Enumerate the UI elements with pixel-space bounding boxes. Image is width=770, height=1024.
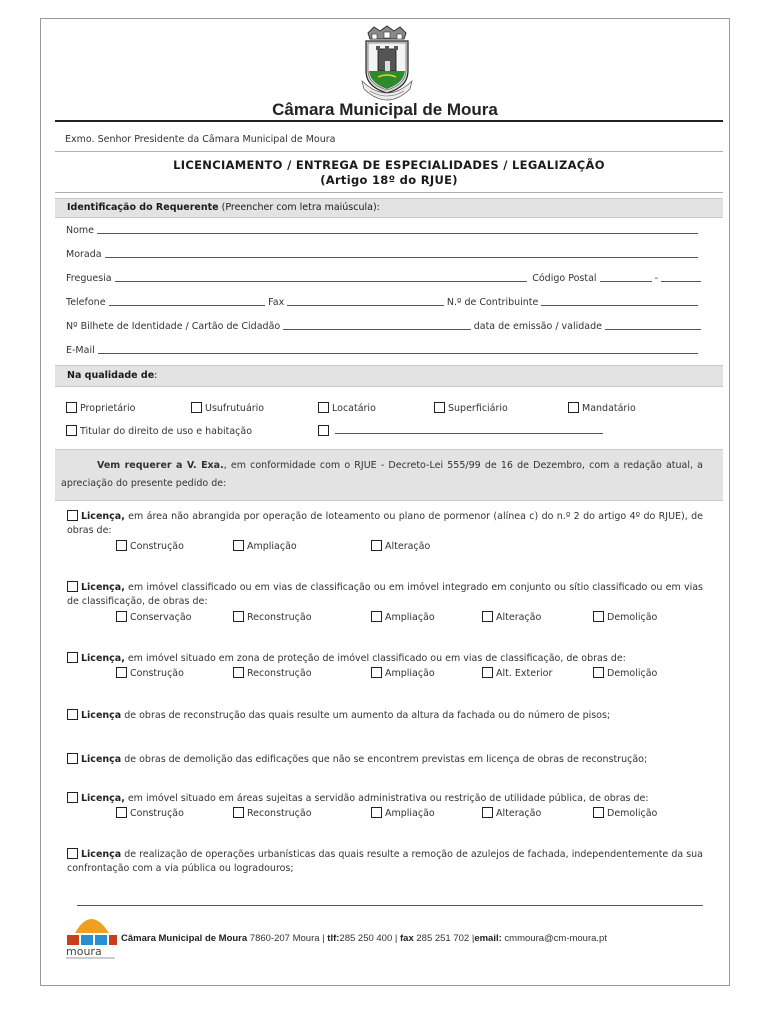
licenca-item-6	[67, 792, 703, 806]
moura-logo-icon	[63, 911, 119, 961]
option-label: Mandatário	[582, 403, 636, 414]
licenca-6-text: em imóvel situado em áreas sujeitas a servidão administrativa ou restrição de utilidade pública, de obras de:	[124, 793, 649, 804]
licenca-2-option-reconstrucao[interactable]: Reconstrução	[233, 611, 312, 623]
addressee-text: Exmo. Senhor Presidente da Câmara Municipal de Moura	[65, 134, 336, 145]
email-label: E-Mail	[66, 345, 95, 356]
option-label: Titular do direito de uso e habitação	[80, 426, 253, 437]
identification-heading: Identificação do Requerente	[67, 202, 219, 213]
logo-text: moura	[66, 945, 102, 958]
licenca-6-option-alteracao[interactable]: Alteração	[482, 807, 541, 819]
licenca-item-7	[67, 848, 703, 876]
licenca-item-5	[67, 753, 703, 767]
licenca-3-option-demolicao[interactable]: Demolição	[593, 667, 657, 679]
fax-input-line[interactable]	[287, 298, 444, 306]
licenca-6-option-ampliacao[interactable]: Ampliação	[371, 807, 435, 819]
checkbox[interactable]	[66, 425, 77, 436]
qualidade-option-superficiario[interactable]	[434, 402, 508, 414]
qualidade-option-mandatario[interactable]	[568, 402, 636, 414]
qualidade-heading-suffix: :	[154, 370, 158, 381]
licenca-item-4	[67, 709, 703, 723]
qualidade-option-proprietario[interactable]	[66, 402, 135, 414]
bilhete-input-line[interactable]	[283, 322, 471, 330]
footer-email[interactable]: cmmoura@cm-moura.pt	[501, 933, 607, 944]
checkbox[interactable]	[568, 402, 579, 413]
morada-label: Morada	[66, 249, 102, 260]
option-label: Locatário	[332, 403, 376, 414]
field-morada[interactable]	[66, 249, 701, 260]
contribuinte-label: N.º de Contribuinte	[446, 297, 539, 308]
licenca-item-3	[67, 652, 703, 666]
header-divider	[55, 120, 723, 122]
field-nome[interactable]	[66, 225, 701, 236]
org-name-heading: Câmara Municipal de Moura	[272, 100, 498, 119]
licenca-2-option-demolicao[interactable]: Demolição	[593, 611, 657, 623]
qualidade-option-titular[interactable]	[66, 425, 252, 437]
licenca-3-option-ampliacao[interactable]: Ampliação	[371, 667, 435, 679]
checkbox[interactable]	[318, 402, 329, 413]
field-freguesia[interactable]: Freguesia Código Postal -	[66, 273, 701, 284]
checkbox[interactable]	[318, 425, 329, 436]
requerimento-statement	[55, 449, 723, 501]
licenca-1-option-ampliacao[interactable]: Ampliação	[233, 540, 297, 552]
identification-note: (Preencher com letra maiúscula):	[221, 202, 380, 213]
licenca-7-lead: Licença	[81, 849, 122, 860]
codigo-postal-label: Código Postal	[532, 273, 597, 284]
qualidade-heading: Na qualidade de	[67, 370, 155, 381]
footer-tlf: 285 250 400 |	[339, 933, 400, 944]
licenca-2-checkbox[interactable]	[67, 581, 78, 592]
email-input-line[interactable]	[98, 346, 698, 354]
requerimento-lead: Vem requerer a V. Exa.	[97, 460, 224, 471]
telefone-label: Telefone	[66, 297, 106, 308]
licenca-3-lead: Licença,	[81, 653, 125, 664]
licenca-6-option-construcao[interactable]: Construção	[116, 807, 184, 819]
licenca-2-option-alteracao[interactable]: Alteração	[482, 611, 541, 623]
telefone-input-line[interactable]	[109, 298, 266, 306]
licenca-5-lead: Licença	[81, 754, 122, 765]
outro-input-line[interactable]	[335, 426, 603, 434]
licenca-7-text: de realização de operações urbanísticas das quais resulte a remoção de azulejos de fachada, independentemente da sua confrontação com a via pública ou logradouros;	[67, 849, 703, 874]
licenca-4-checkbox[interactable]	[67, 709, 78, 720]
morada-input-line[interactable]	[105, 250, 698, 258]
option-label: Proprietário	[80, 403, 136, 414]
qualidade-option-outro[interactable]	[318, 425, 606, 436]
data-emissao-label: data de emissão / validade	[473, 321, 602, 332]
licenca-3-checkbox[interactable]	[67, 652, 78, 663]
licenca-6-lead: Licença,	[81, 793, 125, 804]
checkbox[interactable]	[434, 402, 445, 413]
checkbox[interactable]	[66, 402, 77, 413]
footer-contact	[121, 933, 607, 944]
licenca-3-text: em imóvel situado em zona de proteção de imóvel classificado ou em vias de classificação, de obras de:	[124, 653, 626, 664]
qualidade-option-locatario[interactable]	[318, 402, 376, 414]
licenca-1-checkbox[interactable]	[67, 510, 78, 521]
qualidade-section-header	[55, 365, 723, 387]
licenca-3-option-reconstrucao[interactable]: Reconstrução	[233, 667, 312, 679]
licenca-1-lead: Licença,	[81, 511, 125, 522]
data-emissao-input-line[interactable]	[605, 322, 701, 330]
footer-address: 7860-207 Moura |	[247, 933, 328, 944]
licenca-item-1	[67, 510, 703, 538]
option-label: Superficiário	[448, 403, 508, 414]
licenca-3-option-construcao[interactable]: Construção	[116, 667, 184, 679]
qualidade-option-usufrutuario[interactable]	[191, 402, 264, 414]
nome-label: Nome	[66, 225, 95, 236]
form-page	[40, 18, 730, 986]
licenca-4-lead: Licença	[81, 710, 122, 721]
field-telefone-fax-nif[interactable]	[66, 297, 701, 308]
form-title-line-2: (Artigo 18º do RJUE)	[320, 173, 458, 187]
footer-org: Câmara Municipal de Moura	[121, 933, 248, 944]
form-title	[55, 151, 723, 193]
footer-fax: 285 251 702 |	[413, 933, 475, 944]
identification-section-header	[55, 198, 723, 218]
footer-tlf-label: tlf:	[327, 933, 340, 944]
option-label: Usufrutuário	[205, 403, 265, 414]
licenca-6-option-demolicao[interactable]: Demolição	[593, 807, 657, 819]
licenca-5-checkbox[interactable]	[67, 753, 78, 764]
checkbox[interactable]	[191, 402, 202, 413]
requerimento-text: , em conformidade com o RJUE - Decreto-Lei 555/99 de 16 de Dezembro, com a redação atual, a apreciação do presente pedido de:	[61, 460, 703, 489]
freguesia-input-line[interactable]	[115, 274, 528, 282]
licenca-5-text: de obras de demolição das edificações que não se encontrem previstas em licença de obras de reconstrução;	[121, 754, 648, 765]
nome-input-line[interactable]	[97, 226, 698, 234]
licenca-1-option-alteracao[interactable]: Alteração	[371, 540, 430, 552]
codigo-postal-input-line-2[interactable]	[661, 274, 701, 282]
footer-divider	[77, 905, 703, 906]
municipal-crest-icon	[354, 23, 420, 103]
licenca-6-option-reconstrucao[interactable]: Reconstrução	[233, 807, 312, 819]
form-title-line-1: LICENCIAMENTO / ENTREGA DE ESPECIALIDADES / LEGALIZAÇÃO	[173, 158, 605, 172]
field-bilhete[interactable]	[66, 321, 701, 332]
licenca-2-text: em imóvel classificado ou em vias de classificação ou em imóvel integrado em conjunto ou sítio classificado ou em vias de classificação, de obras de:	[67, 582, 703, 607]
fax-label: Fax	[268, 297, 285, 308]
licenca-3-option-alt-exterior[interactable]: Alt. Exterior	[482, 667, 552, 679]
field-email[interactable]	[66, 345, 701, 356]
licenca-4-text: de obras de reconstrução das quais resulte um aumento da altura da fachada ou do número de pisos;	[121, 710, 611, 721]
licenca-1-text: em área não abrangida por operação de loteamento ou plano de pormenor (alínea c) do n.º 2 do artigo 4º do RJUE), de obras de:	[67, 511, 703, 536]
footer-email-label: email:	[474, 933, 502, 944]
licenca-7-checkbox[interactable]	[67, 848, 78, 859]
freguesia-label: Freguesia	[66, 273, 112, 284]
licenca-2-option-conservacao[interactable]: Conservação	[116, 611, 191, 623]
licenca-1-option-construcao[interactable]: Construção	[116, 540, 184, 552]
contribuinte-input-line[interactable]	[541, 298, 698, 306]
licenca-2-option-ampliacao[interactable]: Ampliação	[371, 611, 435, 623]
licenca-2-lead: Licença,	[81, 582, 125, 593]
licenca-item-2	[67, 581, 703, 609]
bilhete-label: Nº Bilhete de Identidade / Cartão de Cidadão	[66, 321, 281, 332]
codigo-postal-input-line-1[interactable]	[600, 274, 652, 282]
footer-fax-label: fax	[400, 933, 414, 944]
licenca-6-checkbox[interactable]	[67, 792, 78, 803]
